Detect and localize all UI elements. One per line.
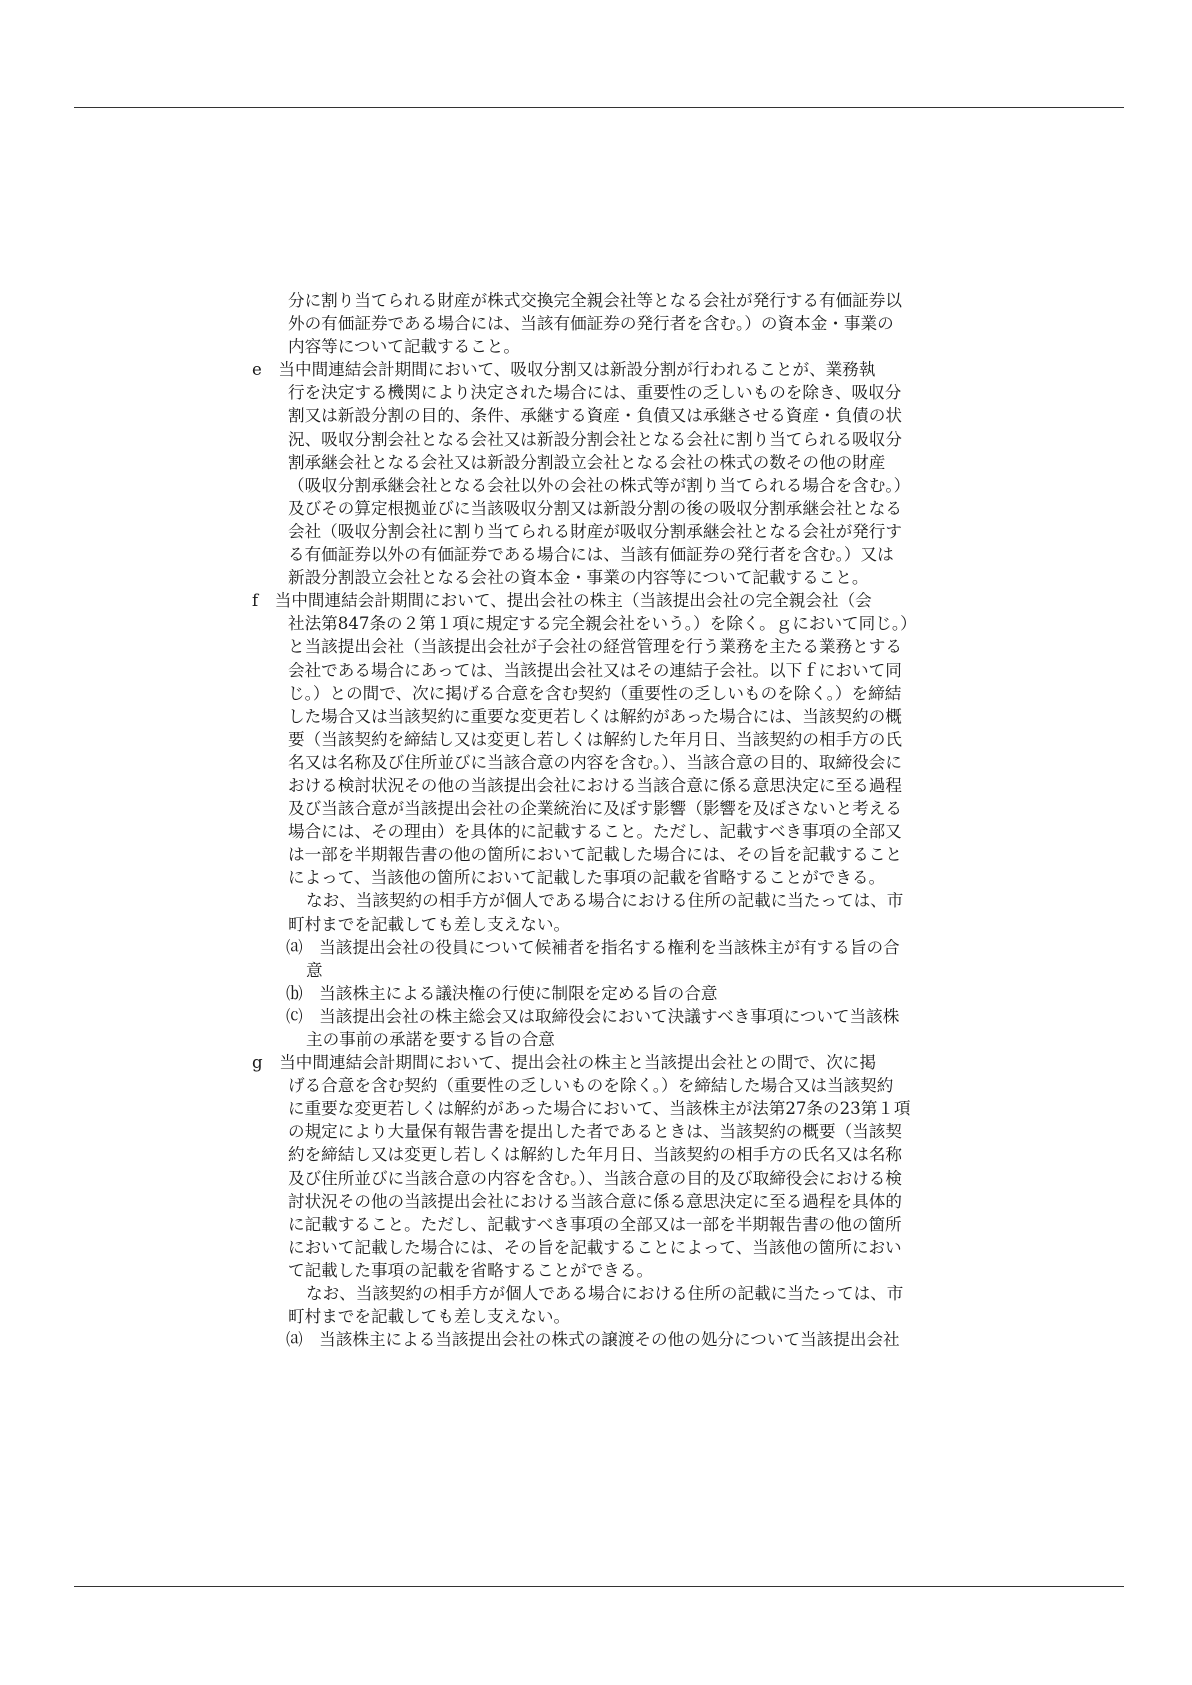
text-line: 及び住所並びに当該合意の内容を含む。）、当該合意の目的及び取締役会における検 — [288, 1168, 902, 1188]
text-line: 新設分割設立会社となる会社の資本金・事業の内容等について記載すること。 — [288, 568, 869, 588]
text-line: e 当中間連結会計期間において、吸収分割又は新設分割が行われることが、業務執 — [252, 360, 876, 380]
text-line: 況、吸収分割会社となる会社又は新設分割会社となる会社に割り当てられる吸収分 — [288, 429, 902, 449]
text-line: ⒝ 当該株主による議決権の行使に制限を定める旨の合意 — [286, 983, 718, 1003]
text-line: に重要な変更若しくは解約があった場合において、当該株主が法第27条の23第１項 — [288, 1099, 911, 1119]
text-line: ⒜ 当該提出会社の役員について候補者を指名する権利を当該株主が有する旨の合 — [286, 937, 900, 957]
text-line: おける検討状況その他の当該提出会社における当該合意に係る意思決定に至る過程 — [288, 775, 902, 795]
header-rule — [74, 107, 1124, 108]
text-line: なお、当該契約の相手方が個人である場合における住所の記載に当たっては、市 — [306, 1284, 904, 1304]
text-line: と当該提出会社（当該提出会社が子会社の経営管理を行う業務を主たる業務とする — [288, 637, 902, 657]
text-line: 約を締結し又は変更し若しくは解約した年月日、当該契約の相手方の氏名又は名称 — [288, 1145, 902, 1165]
text-line: なお、当該契約の相手方が個人である場合における住所の記載に当たっては、市 — [306, 891, 904, 911]
text-line: 分に割り当てられる財産が株式交換完全親会社等となる会社が発行する有価証券以 — [288, 291, 902, 310]
text-line: 町村までを記載しても差し支えない。 — [288, 1307, 571, 1327]
text-line: の規定により大量保有報告書を提出した者であるときは、当該契約の概要（当該契 — [288, 1122, 902, 1142]
text-line: f 当中間連結会計期間において、提出会社の株主（当該提出会社の完全親会社（会 — [252, 591, 872, 611]
text-line: 町村までを記載しても差し支えない。 — [288, 914, 571, 934]
text-line: において記載した場合には、その旨を記載することによって、当該他の箇所におい — [288, 1237, 902, 1257]
text-line: g 当中間連結会計期間において、提出会社の株主と当該提出会社との間で、次に掲 — [252, 1053, 876, 1073]
document-body — [252, 289, 964, 1351]
text-line: （吸収分割承継会社となる会社以外の会社の株式等が割り当てられる場合を含む。） — [288, 475, 911, 495]
text-line: 外の有価証券である場合には、当該有価証券の発行者を含む。）の資本金・事業の — [288, 314, 894, 334]
text-line: 社法第847条の２第１項に規定する完全親会社をいう。）を除く。ｇにおいて同じ。） — [288, 614, 917, 634]
text-line: 意 — [306, 960, 323, 980]
text-line: した場合又は当該契約に重要な変更若しくは解約があった場合には、当該契約の概 — [288, 706, 902, 726]
text-line: 及びその算定根拠並びに当該吸収分割又は新設分割の後の吸収分割承継会社となる — [288, 498, 902, 518]
text-line: 場合には、その理由）を具体的に記載すること。ただし、記載すべき事項の全部又 — [288, 822, 902, 842]
text-line: は一部を半期報告書の他の箇所において記載した場合には、その旨を記載すること — [288, 845, 902, 865]
text-line: によって、当該他の箇所において記載した事項の記載を省略することができる。 — [288, 868, 886, 888]
text-line: ⒞ 当該提出会社の株主総会又は取締役会において決議すべき事項について当該株 — [286, 1006, 900, 1026]
text-line: て記載した事項の記載を省略することができる。 — [288, 1260, 654, 1280]
text-line: 割又は新設分割の目的、条件、承継する資産・負債又は承継させる資産・負債の状 — [288, 406, 902, 426]
text-line: 及び当該合意が当該提出会社の企業統治に及ぼす影響（影響を及ぼさないと考える — [288, 799, 902, 819]
text-line: 内容等について記載すること。 — [288, 337, 520, 357]
text-line: 主の事前の承諾を要する旨の合意 — [306, 1030, 555, 1049]
text-line: 割承継会社となる会社又は新設分割設立会社となる会社の株式の数その他の財産 — [288, 452, 886, 472]
text-line: る有価証券以外の有価証券である場合には、当該有価証券の発行者を含む。）又は — [288, 545, 894, 565]
text-line: 討状況その他の当該提出会社における当該合意に係る意思決定に至る過程を具体的 — [288, 1191, 902, 1211]
text-line: ⒜ 当該株主による当該提出会社の株式の譲渡その他の処分について当該提出会社 — [286, 1330, 900, 1350]
text-line: 要（当該契約を締結し又は変更し若しくは解約した年月日、当該契約の相手方の氏 — [288, 729, 902, 749]
footer-rule — [74, 1586, 1124, 1587]
text-line: じ。）との間で、次に掲げる合意を含む契約（重要性の乏しいものを除く。）を締結 — [288, 683, 902, 703]
text-line: げる合意を含む契約（重要性の乏しいものを除く。）を締結した場合又は当該契約 — [288, 1076, 894, 1096]
text-line: 会社である場合にあっては、当該提出会社又はその連結子会社。以下ｆにおいて同 — [288, 660, 902, 680]
text-line: 会社（吸収分割会社に割り当てられる財産が吸収分割承継会社となる会社が発行す — [288, 521, 902, 541]
text-line: に記載すること。ただし、記載すべき事項の全部又は一部を半期報告書の他の箇所 — [288, 1214, 902, 1234]
text-line: 行を決定する機関により決定された場合には、重要性の乏しいものを除き、吸収分 — [288, 383, 902, 403]
text-line: 名又は名称及び住所並びに当該合意の内容を含む。）、当該合意の目的、取締役会に — [288, 752, 902, 772]
